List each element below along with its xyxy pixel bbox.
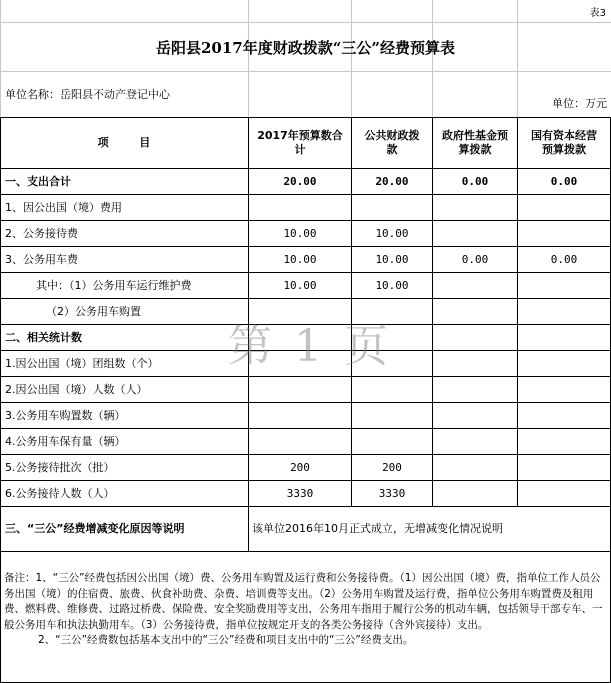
- row-value-gov: [433, 377, 517, 402]
- row-value-gov: 0.00: [461, 175, 489, 188]
- table-number: 表3: [589, 7, 606, 19]
- unit-name: 单位名称：岳阳县不动产登记中心: [5, 87, 170, 101]
- reason-text: 该单位2016年10月正式成立，无增减变化情况说明: [252, 521, 503, 535]
- row-value-gov: [433, 273, 517, 298]
- row-value-gov: [433, 403, 517, 428]
- row-label: 一、支出合计: [5, 175, 71, 188]
- row-label: 2.因公出国（境）人数（人）: [5, 383, 148, 396]
- row-value-total: [249, 195, 351, 220]
- row-value-cap: [518, 299, 610, 324]
- border-v: [0, 506, 1, 683]
- row-label: 3.公务用车购置数（辆）: [5, 409, 126, 422]
- row-value-total: 20.00: [283, 175, 317, 188]
- row-value-total: 200: [290, 461, 310, 474]
- header-gov-fund: 政府性基金预算拨款: [442, 129, 508, 156]
- row-value-gov: [433, 481, 517, 506]
- row-value-total: [249, 403, 351, 428]
- row-value-gov: [433, 351, 517, 376]
- row-value-pub: [352, 429, 432, 454]
- row-value-pub: 3330: [378, 487, 406, 500]
- row-value-cap: [518, 481, 610, 506]
- row-label: 1.因公出国（境）团组数（个）: [5, 357, 159, 370]
- row-value-gov: [433, 455, 517, 480]
- row-value-cap: [518, 351, 610, 376]
- row-label: （2）公务用车购置: [46, 305, 141, 318]
- unit-label: 单位：万元: [552, 96, 607, 110]
- row-value-cap: [518, 429, 610, 454]
- row-value-gov: [433, 195, 517, 220]
- row-value-cap: [518, 221, 610, 246]
- row-value-total: [249, 429, 351, 454]
- row-value-pub: [352, 403, 432, 428]
- row-value-total: 3330: [286, 487, 314, 500]
- row-value-pub: [352, 195, 432, 220]
- row-label: 3、公务用车费: [5, 253, 78, 266]
- header-total: 2017年预算数合计: [257, 129, 343, 156]
- header-state-capital: 国有资本经营预算拨款: [531, 129, 597, 156]
- row-value-cap: 0.00: [550, 253, 578, 266]
- row-value-total: 10.00: [283, 227, 317, 240]
- row-value-cap: 0.00: [550, 175, 578, 188]
- row-value-gov: 0.00: [461, 253, 489, 266]
- page-title: 岳阳县2017年度财政拨款“三公”经费预算表: [155, 38, 455, 57]
- reason-label: 三、“三公”经费增减变化原因等说明: [5, 521, 185, 535]
- row-value-pub: 20.00: [375, 175, 409, 188]
- row-value-cap: [518, 325, 610, 350]
- row-value-total: 10.00: [283, 253, 317, 266]
- row-value-gov: [433, 299, 517, 324]
- notes: [4, 571, 607, 649]
- row-value-gov: [433, 429, 517, 454]
- row-label: 1、因公出国（境）费用: [5, 201, 122, 214]
- border-h: [0, 551, 611, 552]
- row-value-cap: [518, 273, 610, 298]
- row-value-gov: [433, 221, 517, 246]
- header-item: 项 目: [97, 136, 151, 149]
- header-public-finance: 公共财政拨款: [364, 129, 420, 156]
- row-value-cap: [518, 403, 610, 428]
- row-value-pub: 200: [382, 461, 402, 474]
- row-value-pub: 10.00: [375, 279, 409, 292]
- note-1: 备注：1、“三公”经费包括因公出国（境）费、公务用车购置及运行费和公务接待费。（1）因公出国（境）费，指单位工作人员公务出国（境）的住宿费、旅费、伙食补助费、杂费、培训费等支出。（2）公务用车购置及运行费，指单位公务用车购置费及租用费、燃料费、维修费、过路过桥费、保险费、安全奖励费用等支出，公务用车指用于履行公务的机动车辆，包括领导干部专车、一般公务用车和执法执勤用车。（3）公务接待费，指单位按规定开支的各类公务接待（含外宾接待）支出。: [4, 572, 603, 631]
- row-label: 4.公务用车保有量（辆）: [5, 435, 126, 448]
- row-value-cap: [518, 455, 610, 480]
- row-value-gov: [433, 325, 517, 350]
- row-value-total: 10.00: [283, 279, 317, 292]
- row-value-cap: [518, 195, 610, 220]
- row-value-pub: 10.00: [375, 253, 409, 266]
- row-label: 二、相关统计数: [5, 331, 82, 344]
- row-value-total: [249, 377, 351, 402]
- row-value-cap: [518, 377, 610, 402]
- row-label: 2、公务接待费: [5, 227, 78, 240]
- row-label: 5.公务接待批次（批）: [5, 461, 115, 474]
- page-watermark: 第 1 页: [228, 321, 392, 372]
- border-v: [0, 117, 1, 506]
- row-value-pub: 10.00: [375, 227, 409, 240]
- row-value-pub: [352, 377, 432, 402]
- row-label: 其中：（1）公务用车运行维护费: [36, 279, 192, 292]
- note-2: 2、“三公”经费数包括基本支出中的“三公”经费和项目支出中的“三公”经费支出。: [38, 634, 414, 646]
- row-label: 6.公务接待人数（人）: [5, 487, 115, 500]
